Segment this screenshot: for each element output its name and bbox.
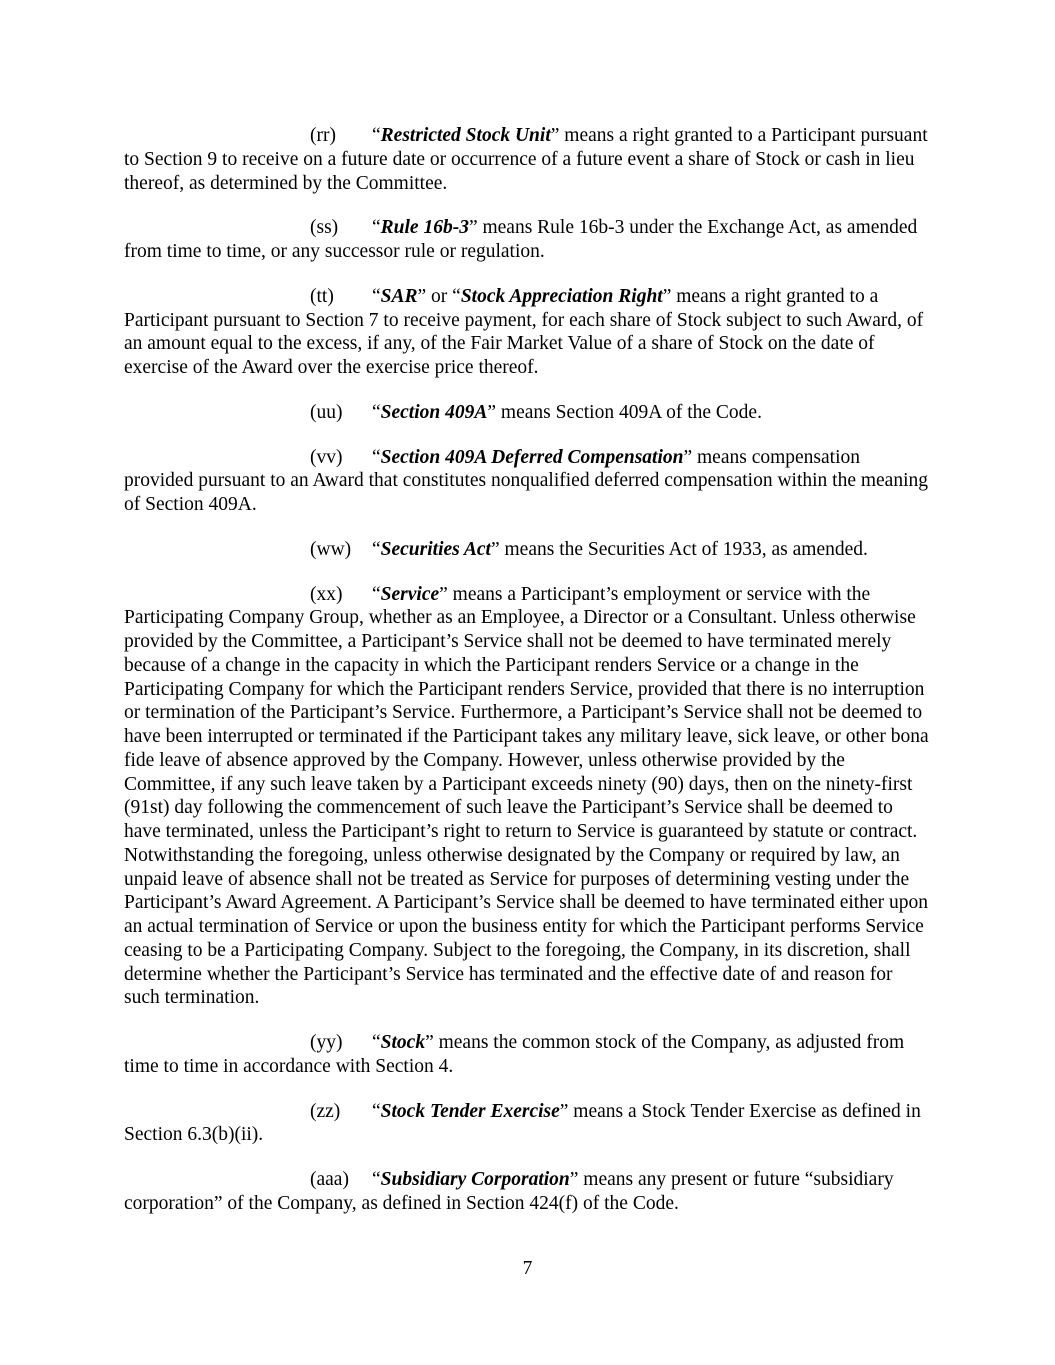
open-quote: “ (372, 285, 381, 307)
defined-term: Securities Act (380, 538, 491, 560)
definition-zz (124, 1100, 932, 1148)
page-number: 7 (522, 1258, 533, 1279)
open-quote: “ (372, 401, 381, 423)
definition-label: (aaa) (310, 1169, 349, 1190)
definition-label: (zz) (310, 1100, 341, 1122)
definition-text: ” means a Participant’s employment or service with the Participating Company Group, whether as an Employee, a Director or a Consultant. Unless otherwise provided by the Committee, a Participant’s Service shall not be deemed to have terminated merely because of a change in the capacity in which the Participant renders Service or a change in the Participating Company for which the Participant renders Service, provided that there is no interruption or termination of the Participant’s Service. Furthermore, a Participant’s Service shall not be deemed to have been interrupted or terminated if the Participant takes any military leave, sick leave, or other bona fide leave of absence approved by the Company. However, unless otherwise provided by the Committee, if any such leave taken by a Participant exceeds ninety (90) days, then on the ninety-first (91st) day following the commencement of such leave the Participant’s Service shall be deemed to have terminated, unless the Participant’s right to return to Service is guaranteed by statute or contract. Notwithstanding the foregoing, unless otherwise designated by the Company or required by law, an unpaid leave of absence shall not be treated as Service for purposes of determining vesting under the Participant’s Award Agreement. A Participant’s Service shall be deemed to have terminated either upon an actual termination of Service or upon the business entity for which the Participant performs Service ceasing to be a Participating Company. Subject to the foregoing, the Company, in its discretion, shall determine whether the Participant’s Service has terminated and the effective date of and reason for such termination. (124, 583, 929, 1009)
definition-label: (ss) (310, 217, 339, 239)
defined-term: Stock (380, 1032, 426, 1053)
defined-term: Service (380, 583, 440, 605)
definition-label: (tt) (310, 285, 334, 307)
definition-ww (124, 538, 932, 562)
defined-term: Subsidiary Corporation (380, 1169, 570, 1190)
definition-text: ” means any present or future “subsidiary corporation” of the Company, as defined in Section 424(f) of the Code. (124, 1169, 894, 1214)
definition-connector: ” or “ (417, 285, 461, 307)
definition-label: (yy) (310, 1032, 343, 1053)
definition-text: ” means Section 409A of the Code. (487, 401, 762, 423)
open-quote: “ (372, 538, 381, 560)
definition-text: ” means Rule 16b-3 under the Exchange Act, as amended from time to time, or any successor rule or regulation. (124, 217, 918, 262)
definition-aaa (124, 1168, 932, 1216)
definition-text: ” means the Securities Act of 1933, as amended. (490, 538, 868, 560)
definition-yy (124, 1031, 932, 1079)
definition-xx (124, 583, 932, 1011)
open-quote: “ (372, 446, 381, 468)
definition-label: (xx) (310, 583, 343, 605)
definition-uu (124, 401, 932, 425)
definition-vv (124, 446, 932, 517)
defined-term: Restricted Stock Unit (380, 125, 551, 146)
open-quote: “ (372, 1169, 381, 1190)
definition-text: ” means a Stock Tender Exercise as defined in Section 6.3(b)(ii). (124, 1100, 921, 1146)
defined-term: Rule 16b-3 (380, 217, 469, 239)
open-quote: “ (372, 217, 381, 239)
definition-ss (124, 216, 932, 264)
defined-term: Stock Tender Exercise (380, 1100, 560, 1122)
definition-label: (ww) (310, 538, 352, 560)
open-quote: “ (372, 125, 381, 146)
definitions-list (124, 124, 932, 1237)
definition-text: ” means a right granted to a Participant pursuant to Section 9 to receive on a future date or occurrence of a future event a share of Stock or cash in lieu thereof, as determined by the Committee. (124, 125, 928, 194)
definition-text: ” means a right granted to a Participant pursuant to Section 7 to receive payment, for each share of Stock subject to such Award, of an amount equal to the excess, if any, of the Fair Market Value of a share of Stock on the date of exercise of the Award over the exercise price thereof. (124, 285, 924, 378)
defined-term-alt: Stock Appreciation Right (460, 285, 663, 307)
definition-label: (uu) (310, 401, 343, 423)
open-quote: “ (372, 1100, 381, 1122)
defined-term: Section 409A (380, 401, 488, 423)
defined-term: SAR (380, 285, 418, 307)
defined-term: Section 409A Deferred Compensation (380, 446, 684, 468)
definition-text: ” means compensation provided pursuant to an Award that constitutes nonqualified deferred compensation within the meaning of Section 409A. (124, 446, 929, 515)
definition-label: (vv) (310, 446, 343, 468)
open-quote: “ (372, 583, 381, 605)
definition-tt (124, 285, 932, 380)
definition-rr (124, 124, 932, 195)
open-quote: “ (372, 1032, 381, 1053)
definition-label: (rr) (310, 125, 336, 146)
definition-text: ” means the common stock of the Company, as adjusted from time to time in accordance with Section 4. (124, 1032, 905, 1077)
